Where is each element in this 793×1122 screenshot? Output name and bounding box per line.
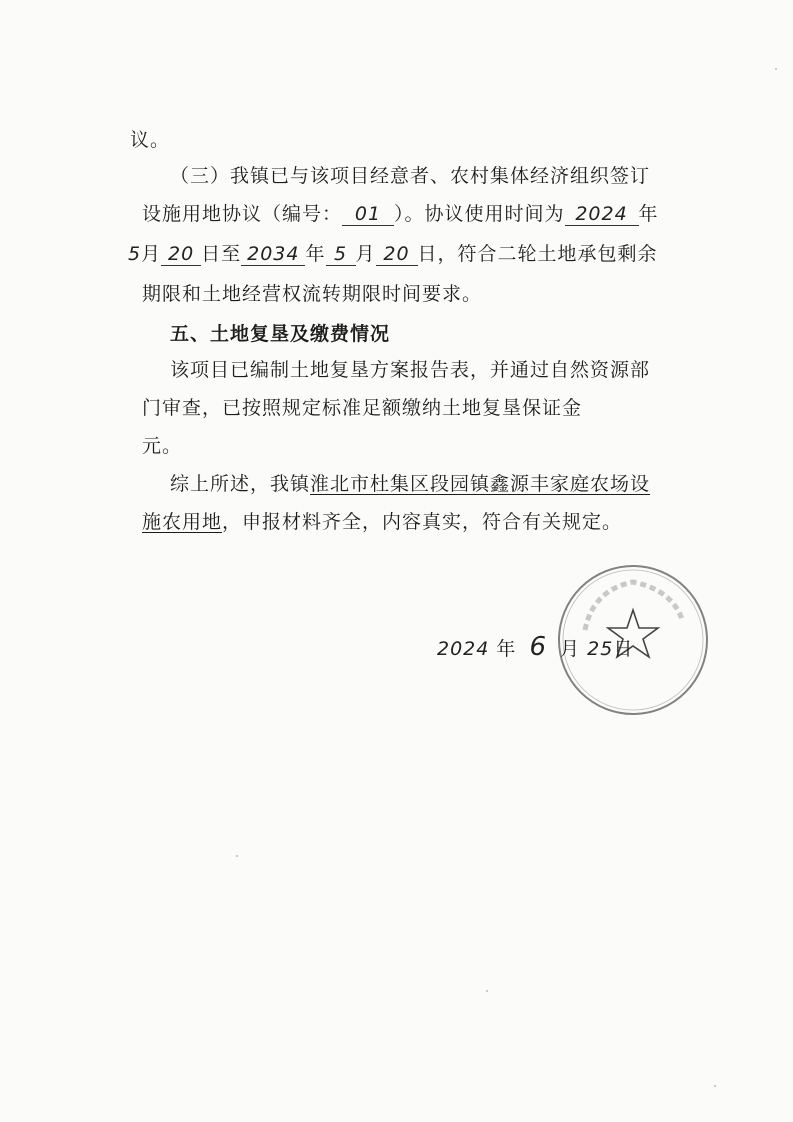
- start-day: 20: [161, 243, 201, 266]
- start-month: 5: [128, 243, 142, 265]
- scan-speck: [486, 990, 488, 992]
- conclusion-line-1: [170, 471, 650, 497]
- agreement-text: ）。协议使用时间为: [394, 203, 565, 225]
- end-month: 5: [326, 243, 356, 266]
- date-month-unit: 月: [560, 638, 581, 660]
- agreement-paragraph-line-3: [128, 241, 658, 267]
- section-heading: 五、土地复垦及缴费情况: [170, 323, 391, 345]
- day-unit: 日至: [201, 243, 242, 265]
- date-day: 25: [587, 638, 614, 660]
- conclusion-prefix: 综上所述，我镇: [170, 473, 311, 495]
- start-year: 2024: [565, 203, 639, 226]
- date-year-unit: 年: [496, 638, 517, 660]
- agreement-paragraph-line-2: [142, 201, 659, 227]
- agreement-paragraph-line-1: （三）我镇已与该项目经意者、农村集体经济组织签订: [170, 165, 651, 187]
- year-unit: 年: [638, 203, 659, 225]
- signature-date: [437, 634, 633, 662]
- agreement-text: 日，符合二轮土地承包剩余: [417, 243, 658, 265]
- end-year: 2034: [241, 243, 305, 266]
- agreement-number: 01: [342, 203, 394, 226]
- month-unit: 月: [355, 243, 376, 265]
- scan-speck: [714, 1085, 716, 1087]
- scan-speck: [775, 68, 777, 70]
- date-day-unit: 日: [613, 638, 634, 660]
- reclamation-paragraph-line-1: 该项目已编制土地复垦方案报告表，并通过自然资源部: [170, 359, 651, 381]
- agreement-text: 设施用地协议（编号：: [142, 203, 343, 225]
- paragraph-continuation: 议。: [130, 129, 171, 151]
- conclusion-line-2: [142, 509, 622, 535]
- reclamation-paragraph-line-2: 门审查，已按照规定标准足额缴纳土地复垦保证金: [142, 397, 583, 419]
- project-name: 淮北市杜集区段园镇鑫源丰家庭农场设: [310, 473, 651, 495]
- end-day: 20: [376, 243, 418, 266]
- scan-speck: [236, 855, 238, 857]
- month-unit: 月: [141, 243, 162, 265]
- date-year: 2024: [437, 638, 490, 660]
- conclusion-suffix: ，申报材料齐全，内容真实，符合有关规定。: [222, 511, 623, 533]
- agreement-paragraph-line-4: 期限和土地经营权流转期限时间要求。: [142, 283, 483, 305]
- year-unit: 年: [305, 243, 326, 265]
- date-month: 6: [529, 632, 548, 662]
- reclamation-paragraph-line-3: 元。: [142, 435, 183, 457]
- project-name-cont: 施农用地: [142, 511, 223, 533]
